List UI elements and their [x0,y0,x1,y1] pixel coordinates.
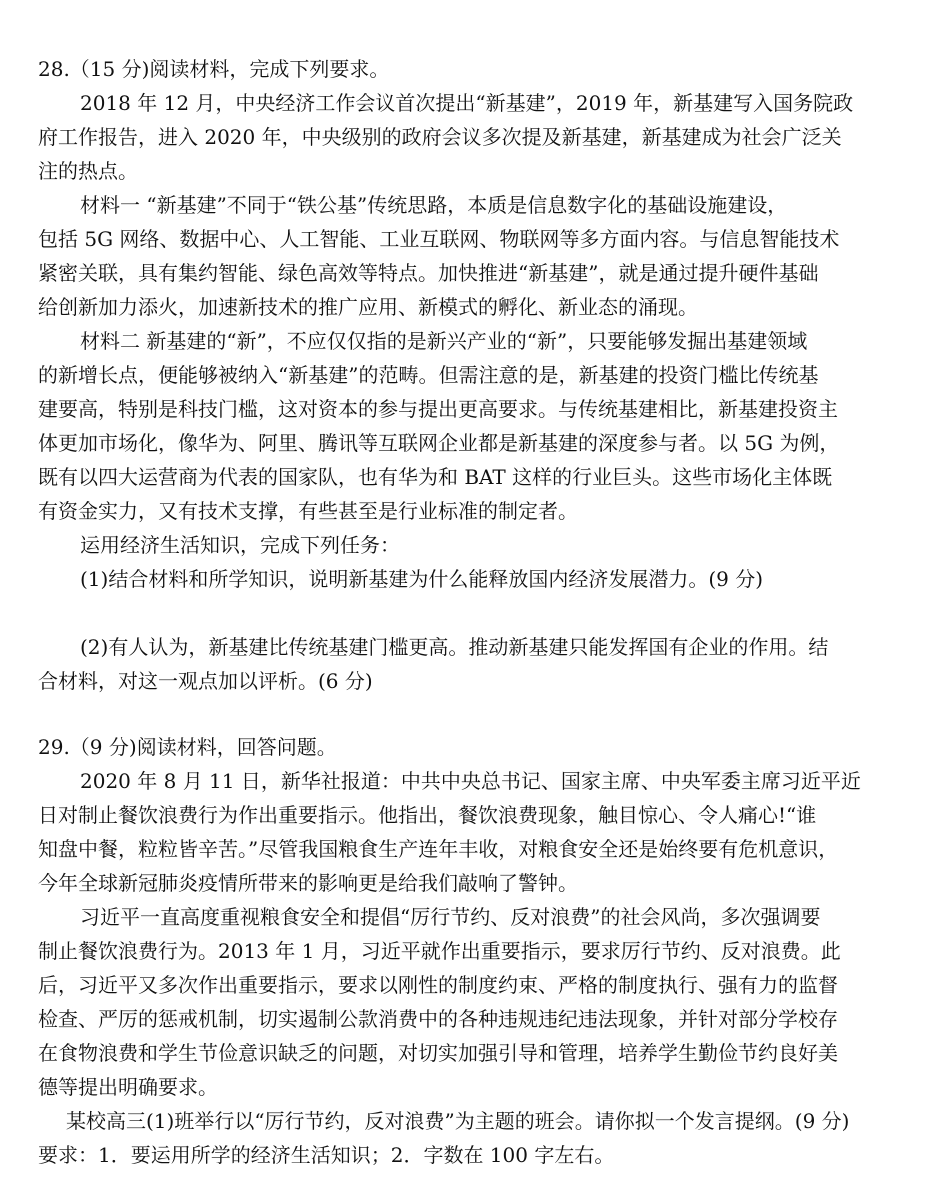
q29-para2-line-6: 德等提出明确要求。 [38,1075,218,1099]
q29-para2-line-4: 检查、严厉的惩戒机制，切实遏制公款消费中的各种违规违纪违法现象，并针对部分学校存 [38,1007,838,1031]
q29-header: 29.（9 分)阅读材料，回答问题。 [38,735,337,759]
q28-material2-line-3: 建要高，特别是科技门槛，这对资本的参与提出更高要求。与传统基建相比，新基建投资主 [38,397,838,421]
q28-material2-line-1: 材料二 新基建的“新”，不应仅仅指的是新兴产业的“新”，只要能够发掘出基建领域 [80,329,808,353]
q29-para1-line-3: 知盘中餐，粒粒皆辛苦。”尽管我国粮食生产连年丰收，对粮食安全还是始终要有危机意识， [38,837,839,861]
q29-para1-line-1: 2020 年 8 月 11 日，新华社报道：中共中央总书记、国家主席、中央军委主席习近平近 [80,769,861,793]
q29-requirement: 要求：1．要运用所学的经济生活知识；2．字数在 100 字左右。 [38,1143,615,1167]
q28-header: 28.（15 分)阅读材料，完成下列要求。 [38,57,390,81]
q28-task-2-line-1: (2)有人认为，新基建比传统基建门槛更高。推动新基建只能发挥国有企业的作用。结 [80,635,829,659]
q28-task-1: (1)结合材料和所学知识，说明新基建为什么能释放国内经济发展潜力。(9 分) [80,567,764,591]
q29-para2-line-3: 后，习近平又多次作出重要指示，要求以刚性的制度约束、严格的制度执行、强有力的监督 [38,973,838,997]
q28-material2-line-2: 的新增长点，便能够被纳入“新基建”的范畴。但需注意的是，新基建的投资门槛比传统基 [38,363,819,387]
q29-para2-line-5: 在食物浪费和学生节俭意识缺乏的问题，对切实加强引导和管理，培养学生勤俭节约良好美 [38,1041,838,1065]
q28-material1-line-4: 给创新加力添火，加速新技术的推广应用、新模式的孵化、新业态的涌现。 [38,295,698,319]
q29-para2-line-1: 习近平一直高度重视粮食安全和提倡“厉行节约、反对浪费”的社会风尚，多次强调要 [80,905,821,929]
q28-task-intro: 运用经济生活知识，完成下列任务： [80,533,400,557]
q29-para1-line-2: 日对制止餐饮浪费行为作出重要指示。他指出，餐饮浪费现象，触目惊心、令人痛心!“谁 [38,803,817,827]
q28-material1-line-1: 材料一 “新基建”不同于“铁公基”传统思路，本质是信息数字化的基础设施建设， [80,193,788,217]
q29-para1-line-4: 今年全球新冠肺炎疫情所带来的影响更是给我们敲响了警钟。 [38,871,578,895]
q28-material1-line-3: 紧密关联，具有集约智能、绿色高效等特点。加快推进“新基建”，就是通过提升硬件基础 [38,261,819,285]
q28-intro-line-2: 府工作报告，进入 2020 年，中央级别的政府会议多次提及新基建，新基建成为社会广泛关 [38,125,842,149]
q28-intro-line-1: 2018 年 12 月，中央经济工作会议首次提出“新基建”，2019 年，新基建写入国务院政 [80,91,854,115]
q28-material2-line-6: 有资金实力，又有技术支撑，有些甚至是行业标准的制定者。 [38,499,578,523]
q28-intro-line-3: 注的热点。 [38,159,138,183]
q29-task: 某校高三(1)班举行以“厉行节约，反对浪费”为主题的班会。请你拟一个发言提纲。(9 分) [66,1109,850,1133]
q28-material1-line-2: 包括 5G 网络、数据中心、人工智能、工业互联网、物联网等多方面内容。与信息智能技术 [38,227,840,251]
q28-material2-line-5: 既有以四大运营商为代表的国家队，也有华为和 BAT 这样的行业巨头。这些市场化主体既 [38,465,833,489]
q28-material2-line-4: 体更加市场化，像华为、阿里、腾讯等互联网企业都是新基建的深度参与者。以 5G 为例， [38,431,840,455]
q29-para2-line-2: 制止餐饮浪费行为。2013 年 1 月，习近平就作出重要指示，要求厉行节约、反对浪费。此 [38,939,841,963]
q28-task-2-line-2: 合材料，对这一观点加以评析。(6 分) [38,669,373,693]
